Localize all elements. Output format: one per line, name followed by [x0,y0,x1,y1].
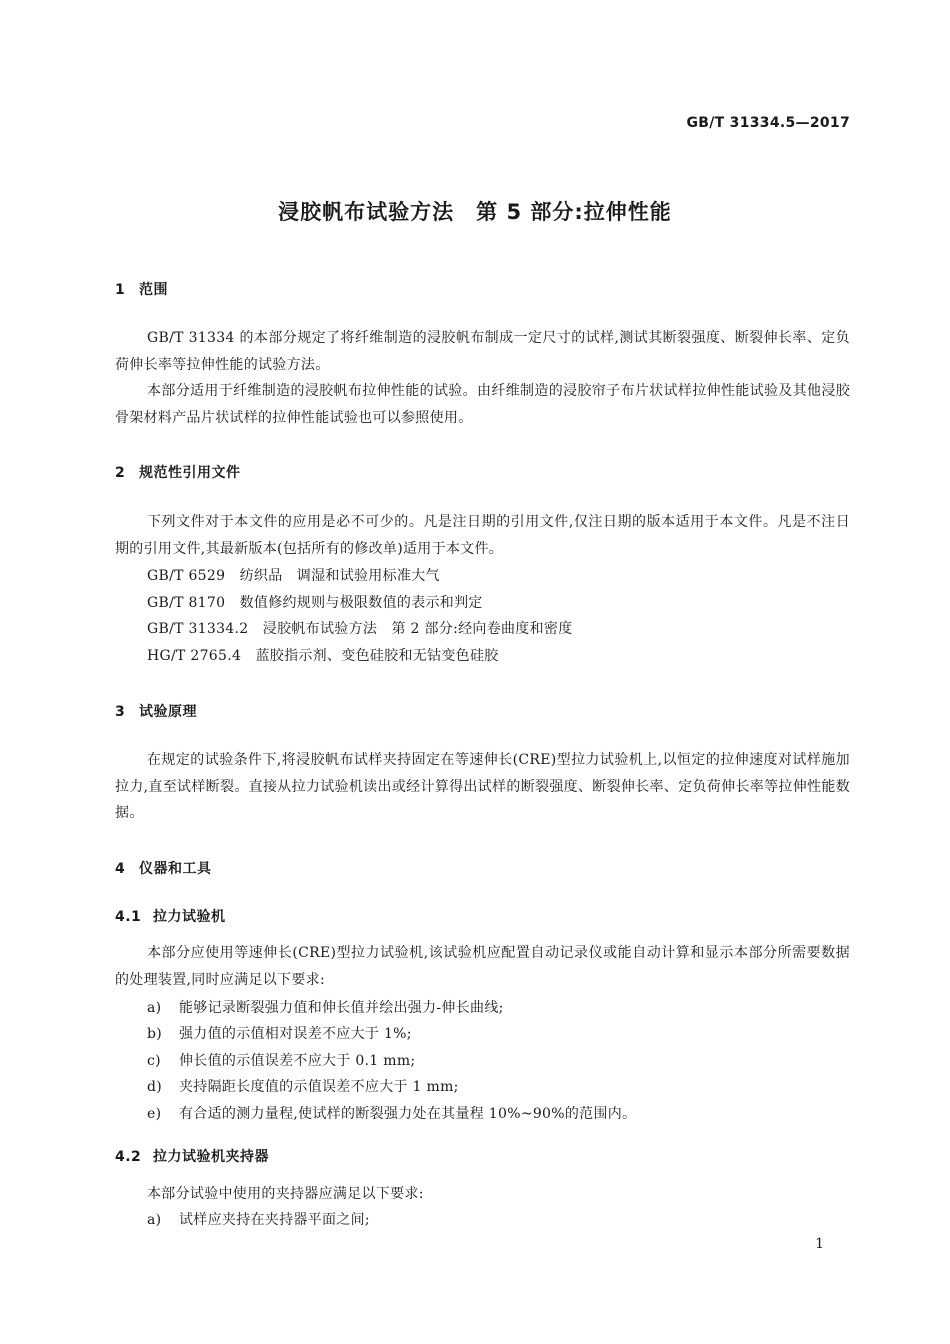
normative-reference: GB/T 8170 数值修约规则与极限数值的表示和判定 [147,595,483,611]
list-marker: e) [147,1106,162,1122]
paragraph: 在规定的试验条件下,将浸胶帆布试样夹持固定在等速伸长(CRE)型拉力试验机上,以恒定的拉伸速度对试样施加拉力,直至试样断裂。直接从拉力试验机读出或经计算得出试样的断裂强度、断裂伸长率、定负荷伸长率等拉伸性能数据。 [115,752,850,821]
list-text: 强力值的示值相对误差不应大于 1%; [179,1026,412,1042]
section-number: 4 [115,861,126,877]
section-4-heading [115,858,212,878]
section-title: 仪器和工具 [139,861,212,877]
list-item [147,1101,636,1128]
section-title: 试验原理 [139,704,197,720]
list-text: 能够记录断裂强力值和伸长值并绘出强力-伸长曲线; [179,1000,504,1016]
list-marker: a) [147,1212,162,1228]
subsection-number: 4.2 [115,1149,142,1165]
subsection-number: 4.1 [115,909,142,925]
list-item [147,1021,412,1048]
list-item [147,1074,459,1101]
paragraph: 下列文件对于本文件的应用是必不可少的。凡是注日期的引用文件,仅注日期的版本适用于本文件。凡是不注日期的引用文件,其最新版本(包括所有的修改单)适用于本文件。 [115,514,850,557]
paragraph: 本部分应使用等速伸长(CRE)型拉力试验机,该试验机应配置自动记录仪或能自动计算和显示本部分所需要数据的处理装置,同时应满足以下要求: [115,945,850,988]
paragraph: 本部分适用于纤维制造的浸胶帆布拉伸性能的试验。由纤维制造的浸胶帘子布片状试样拉伸性能试验及其他浸胶骨架材料产品片状试样的拉伸性能试验也可以参照使用。 [115,383,850,426]
standard-code: GB/T 31334.5—2017 [686,115,850,131]
list-marker: d) [147,1079,163,1095]
list-text: 试样应夹持在夹持器平面之间; [179,1212,370,1228]
list-item [147,1048,415,1075]
paragraph: 本部分试验中使用的夹持器应满足以下要求: [147,1186,424,1202]
normative-reference: GB/T 6529 纺织品 调湿和试验用标准大气 [147,568,440,584]
subsection-4-2-heading [115,1146,269,1166]
section-title: 范围 [139,282,168,298]
list-item [147,995,504,1022]
list-marker: a) [147,1000,162,1016]
subsection-title: 拉力试验机 [153,909,226,925]
section-number: 1 [115,282,126,298]
section-title: 规范性引用文件 [139,465,241,481]
page-number: 1 [815,1236,824,1252]
list-text: 夹持隔距长度值的示值误差不应大于 1 mm; [179,1079,459,1095]
section-1-heading [115,279,168,299]
section-3-heading [115,701,197,721]
document-title: 浸胶帆布试验方法 第 5 部分:拉伸性能 [278,200,672,224]
normative-reference: HG/T 2765.4 蓝胶指示剂、变色硅胶和无钴变色硅胶 [147,648,499,664]
section-2-heading [115,462,241,482]
normative-reference: GB/T 31334.2 浸胶帆布试验方法 第 2 部分:经向卷曲度和密度 [147,621,573,637]
list-marker: c) [147,1053,161,1069]
section-number: 2 [115,465,126,481]
list-marker: b) [147,1026,163,1042]
list-item [147,1207,370,1234]
subsection-title: 拉力试验机夹持器 [153,1149,269,1165]
list-text: 有合适的测力量程,使试样的断裂强力处在其量程 10%~90%的范围内。 [179,1106,637,1122]
subsection-4-1-heading [115,906,226,926]
list-text: 伸长值的示值误差不应大于 0.1 mm; [179,1053,416,1069]
section-number: 3 [115,704,126,720]
paragraph: GB/T 31334 的本部分规定了将纤维制造的浸胶帆布制成一定尺寸的试样,测试其断裂强度、断裂伸长率、定负荷伸长率等拉伸性能的试验方法。 [115,330,850,373]
